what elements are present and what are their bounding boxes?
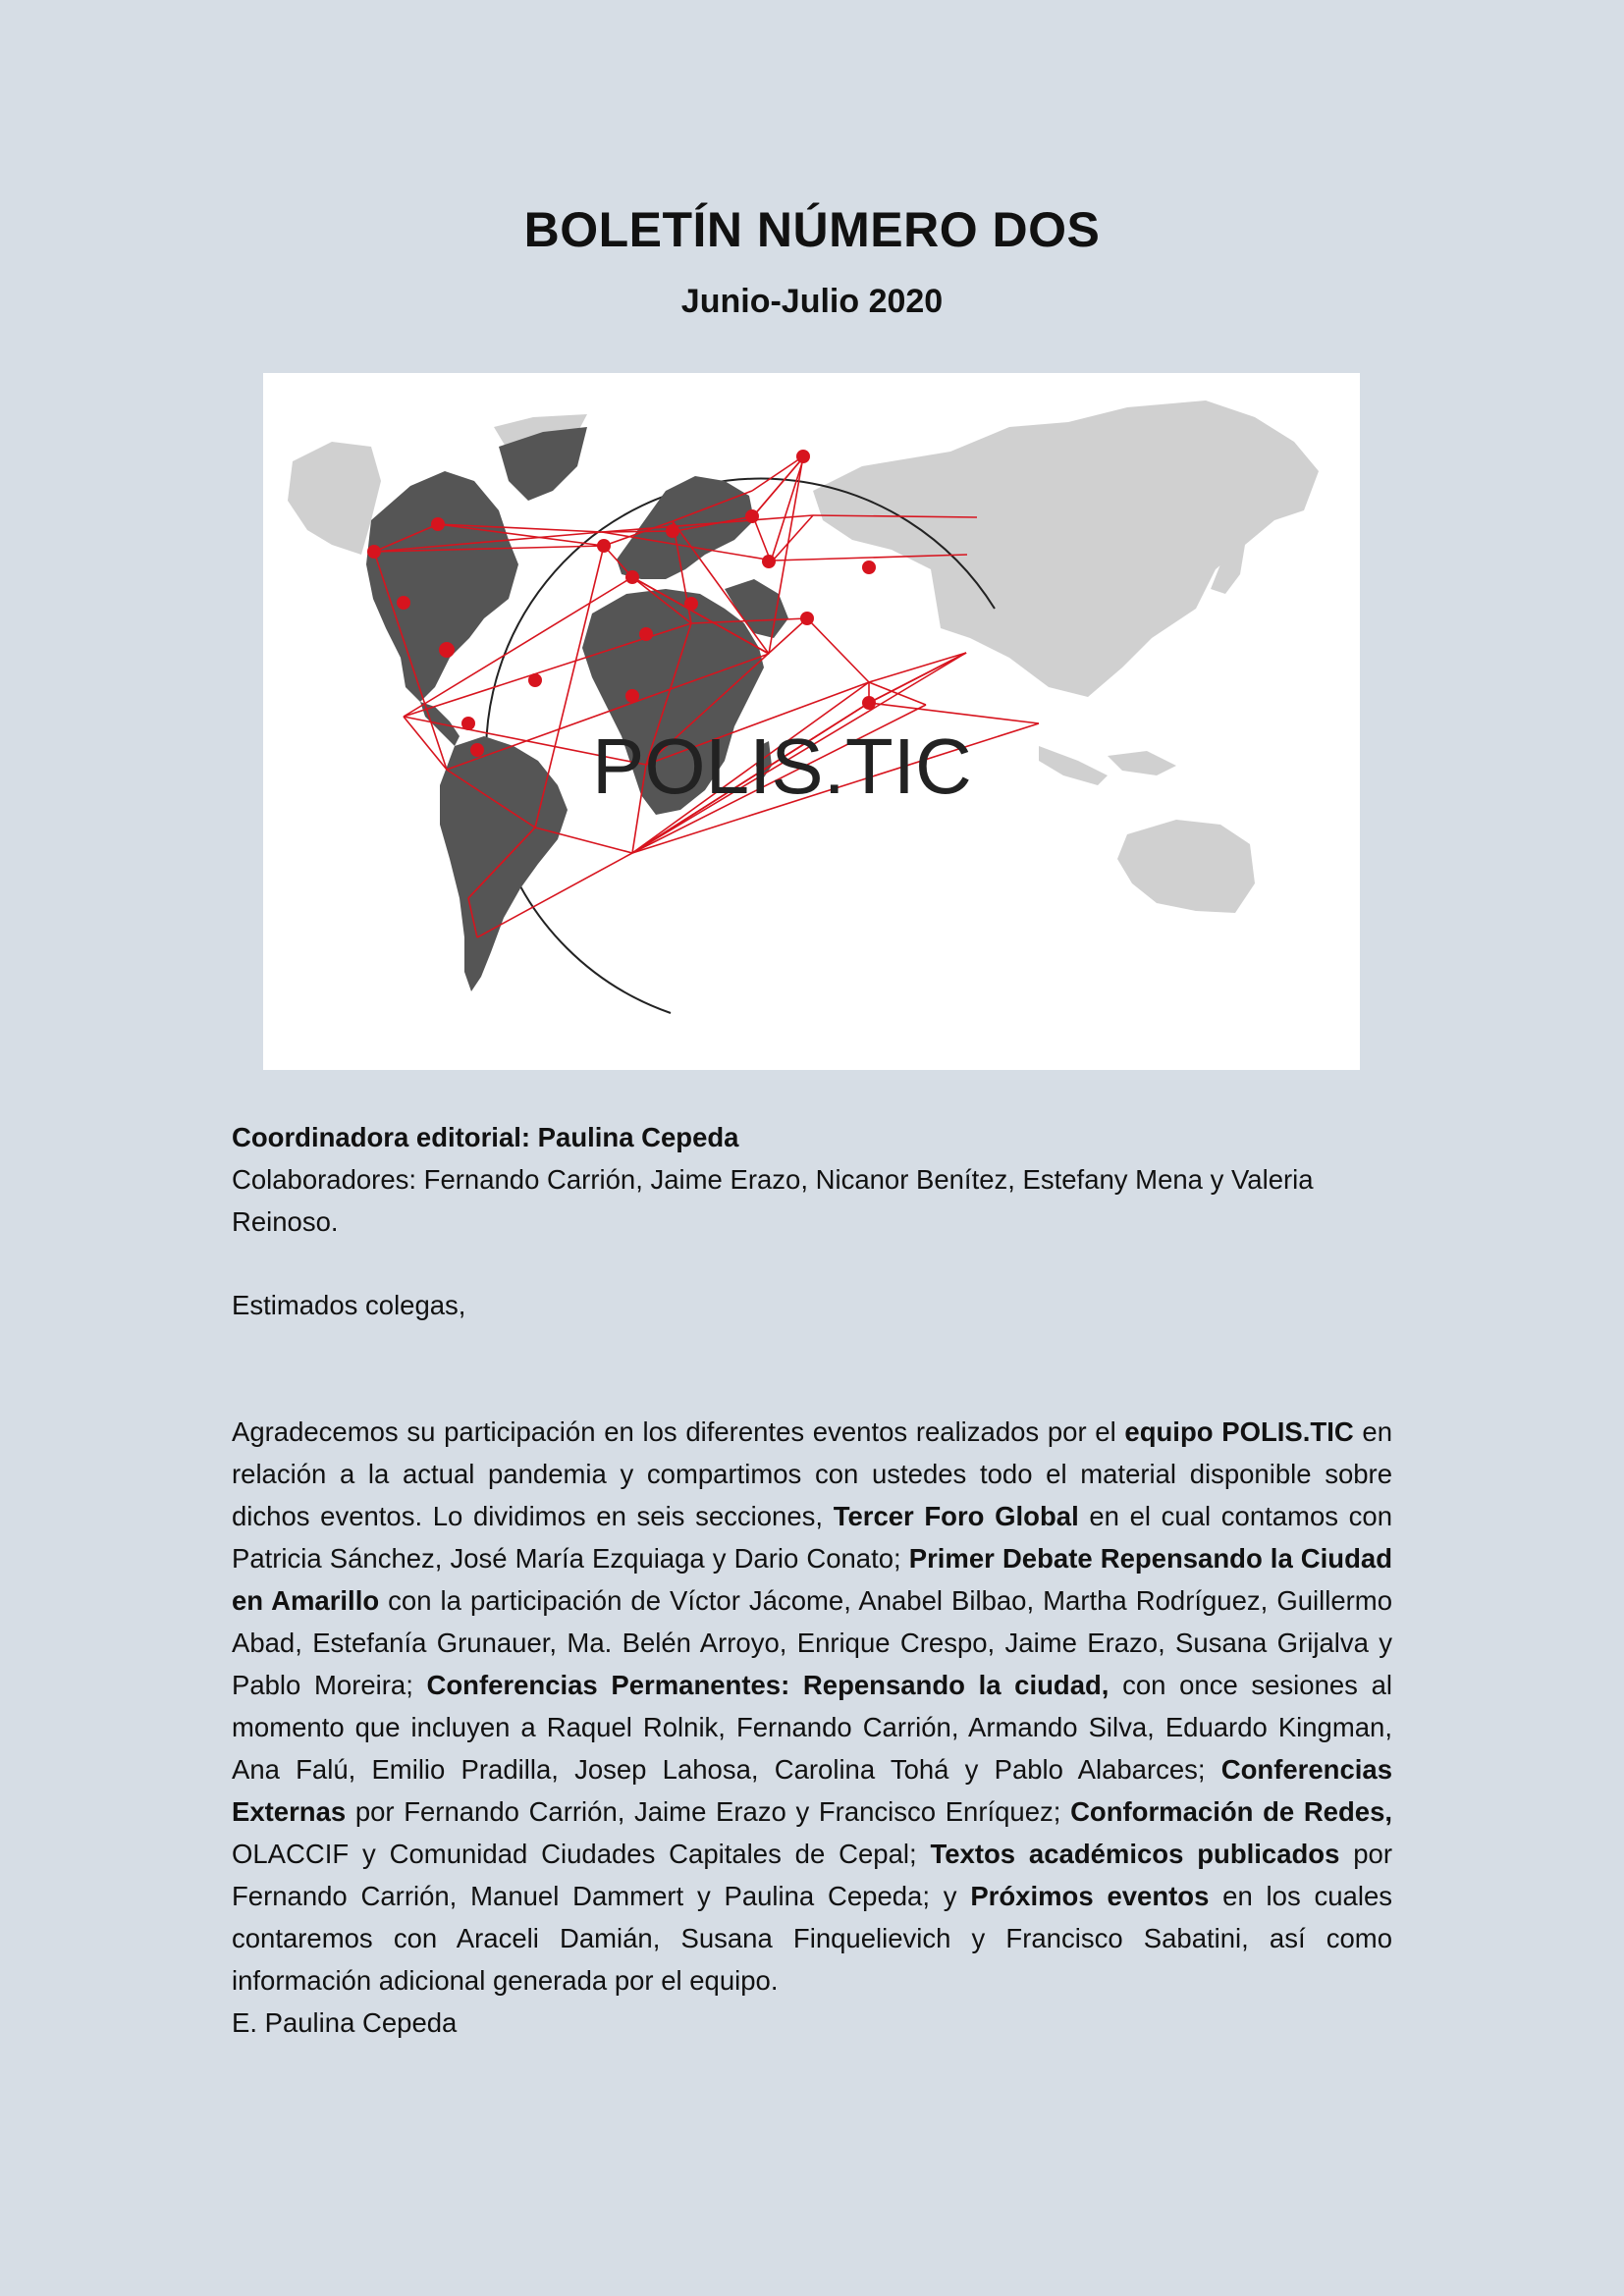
- body-text: por Fernando Carrión, Jaime Erazo y Francisco Enríquez;: [346, 1796, 1071, 1827]
- body-bold-team: equipo POLIS.TIC: [1124, 1416, 1354, 1447]
- body-bold-conferencias: Conferencias Permanentes: Repensando la ciudad,: [426, 1670, 1110, 1700]
- body-bold-foro: Tercer Foro Global: [833, 1501, 1079, 1531]
- body-text: con la participación de Víctor Jácome, Anabel Bilbao, Martha Rodríguez, Guillermo Abad, Estefanía Grunauer, Ma. Belén Arroyo, Enrique Crespo, Jaime Erazo, Susana Grijalva y Pablo Moreira;: [232, 1585, 1392, 1700]
- dark-continents: [366, 427, 788, 991]
- editorial-coordinator: Coordinadora editorial: Paulina Cepeda: [232, 1122, 739, 1152]
- bulletin-title: BOLETÍN NÚMERO DOS: [523, 202, 1101, 257]
- bulletin-date: Junio-Julio 2020: [680, 283, 944, 320]
- body-bold-externas: Conferencias Externas: [232, 1754, 1392, 1827]
- body-bold-textos: Textos académicos publicados: [930, 1839, 1340, 1869]
- body-bold-debate: Primer Debate Repensando la Ciudad en Amarillo: [232, 1543, 1393, 1616]
- body-paragraph: [232, 1411, 1392, 2002]
- polistic-logo: [263, 373, 1360, 1070]
- body-text: por Fernando Carrión, Manuel Dammert y Paulina Cepeda; y: [232, 1839, 1393, 1911]
- body-text: Agradecemos su participación en los diferentes eventos realizados por el: [232, 1416, 1125, 1447]
- body-text: en relación a la actual pandemia y compartimos con ustedes todo el material disponible sobre dichos eventos. Lo dividimos en seis secciones,: [232, 1416, 1392, 1531]
- body-text: en el cual contamos con Patricia Sánchez, José María Ezquiaga y Dario Conato;: [232, 1501, 1392, 1574]
- body-bold-redes: Conformación de Redes,: [1070, 1796, 1393, 1827]
- body-text: OLACCIF y Comunidad Ciudades Capitales de Cepal;: [232, 1839, 931, 1869]
- body-text: con once sesiones al momento que incluyen a Raquel Rolnik, Fernando Carrión, Armando Silva, Eduardo Kingman, Ana Falú, Emilio Pradilla, Josep Lahosa, Carolina Tohá y Pablo Alabarces;: [232, 1670, 1392, 1785]
- signature: E. Paulina Cepeda: [232, 2007, 458, 2038]
- logo-wordmark: POLIS.TIC: [592, 722, 972, 810]
- body-text: en los cuales contaremos con Araceli Damián, Susana Finquelievich y Francisco Sabatini, así como información adicional generada por el equipo.: [232, 1881, 1392, 1996]
- collaborators: Colaboradores: Fernando Carrión, Jaime Erazo, Nicanor Benítez, Estefany Mena y Valeria Reinoso.: [232, 1164, 1314, 1237]
- world-network-illustration: [263, 373, 1360, 1070]
- greeting: Estimados colegas,: [232, 1290, 466, 1320]
- body-bold-proximos: Próximos eventos: [970, 1881, 1210, 1911]
